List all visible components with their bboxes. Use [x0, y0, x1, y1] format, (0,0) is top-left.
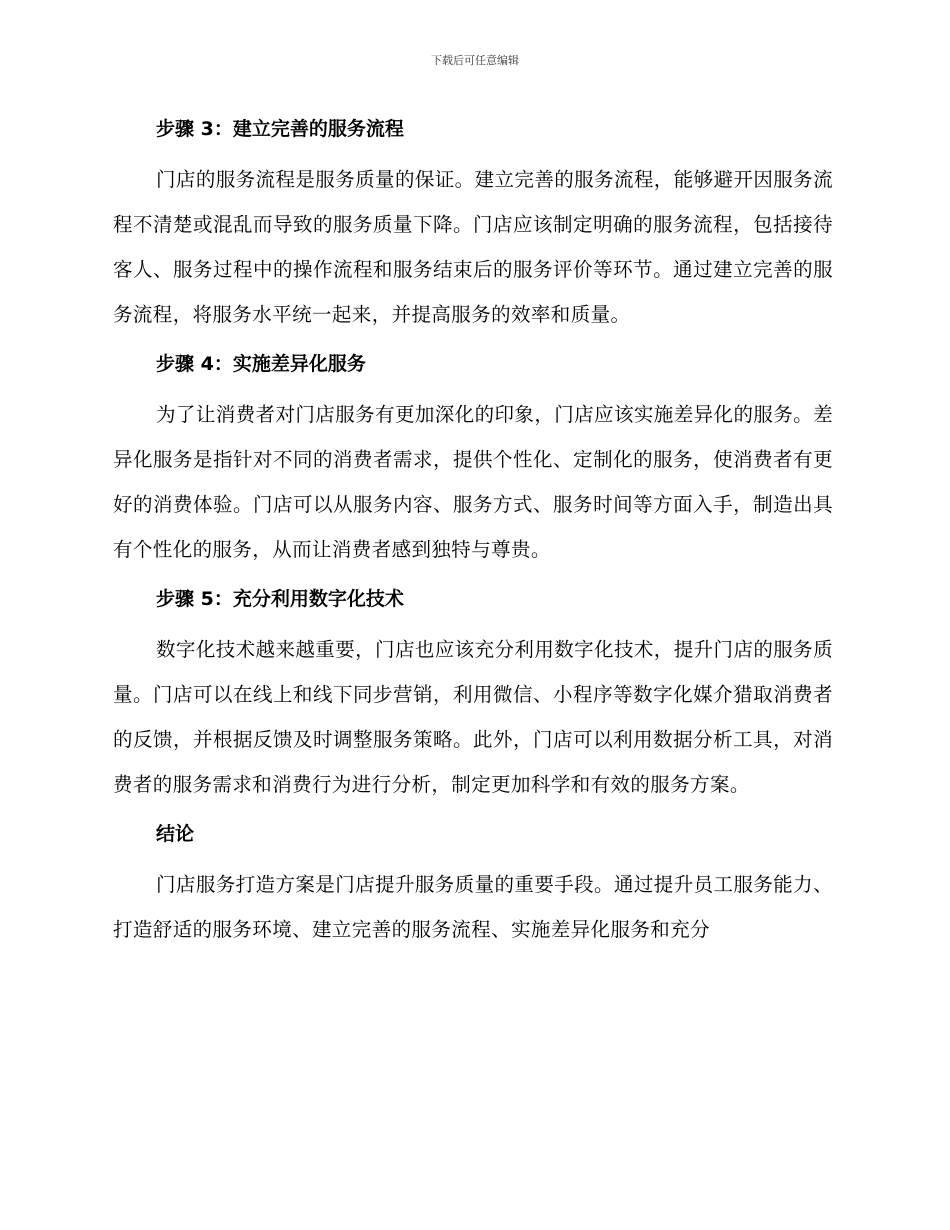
section-paragraph: 门店服务打造方案是门店提升服务质量的重要手段。通过提升员工服务能力、打造舒适的服务环境、建立完善的服务流程、实施差异化服务和充分 — [113, 873, 833, 941]
section-heading: 结论 — [156, 823, 195, 845]
section-paragraph: 门店的服务流程是服务质量的保证。建立完善的服务流程，能够避开因服务流程不清楚或混乱而导致的服务质量下降。门店应该制定明确的服务流程，包括接待客人、服务过程中的操作流程和服务结束后的服务评价等环节。通过建立完善的服务流程，将服务水平统一起来，并提高服务的效率和质量。 — [113, 168, 833, 326]
section-heading: 步骤 3：建立完善的服务流程 — [156, 118, 404, 140]
page-header: 下载后可任意编辑 — [431, 54, 519, 67]
section-paragraph: 为了让消费者对门店服务有更加深化的印象，门店应该实施差异化的服务。差异化服务是指针对不同的消费者需求，提供个性化、定制化的服务，使消费者有更好的消费体验。门店可以从服务内容、服务方式、服务时间等方面入手，制造出具有个性化的服务，从而让消费者感到独特与尊贵。 — [113, 403, 833, 561]
section-step-5 — [113, 582, 833, 807]
section-heading: 步骤 4：实施差异化服务 — [156, 353, 366, 375]
section-step-4 — [113, 347, 833, 572]
section-conclusion — [113, 817, 833, 952]
section-paragraph: 数字化技术越来越重要，门店也应该充分利用数字化技术，提升门店的服务质量。门店可以在线上和线下同步营销，利用微信、小程序等数字化媒介猎取消费者的反馈，并根据反馈及时调整服务策略。此外，门店可以利用数据分析工具，对消费者的服务需求和消费行为进行分析，制定更加科学和有效的服务方案。 — [113, 638, 833, 796]
section-heading: 步骤 5：充分利用数字化技术 — [156, 588, 404, 610]
document-body — [113, 112, 833, 952]
section-step-3 — [113, 112, 833, 337]
